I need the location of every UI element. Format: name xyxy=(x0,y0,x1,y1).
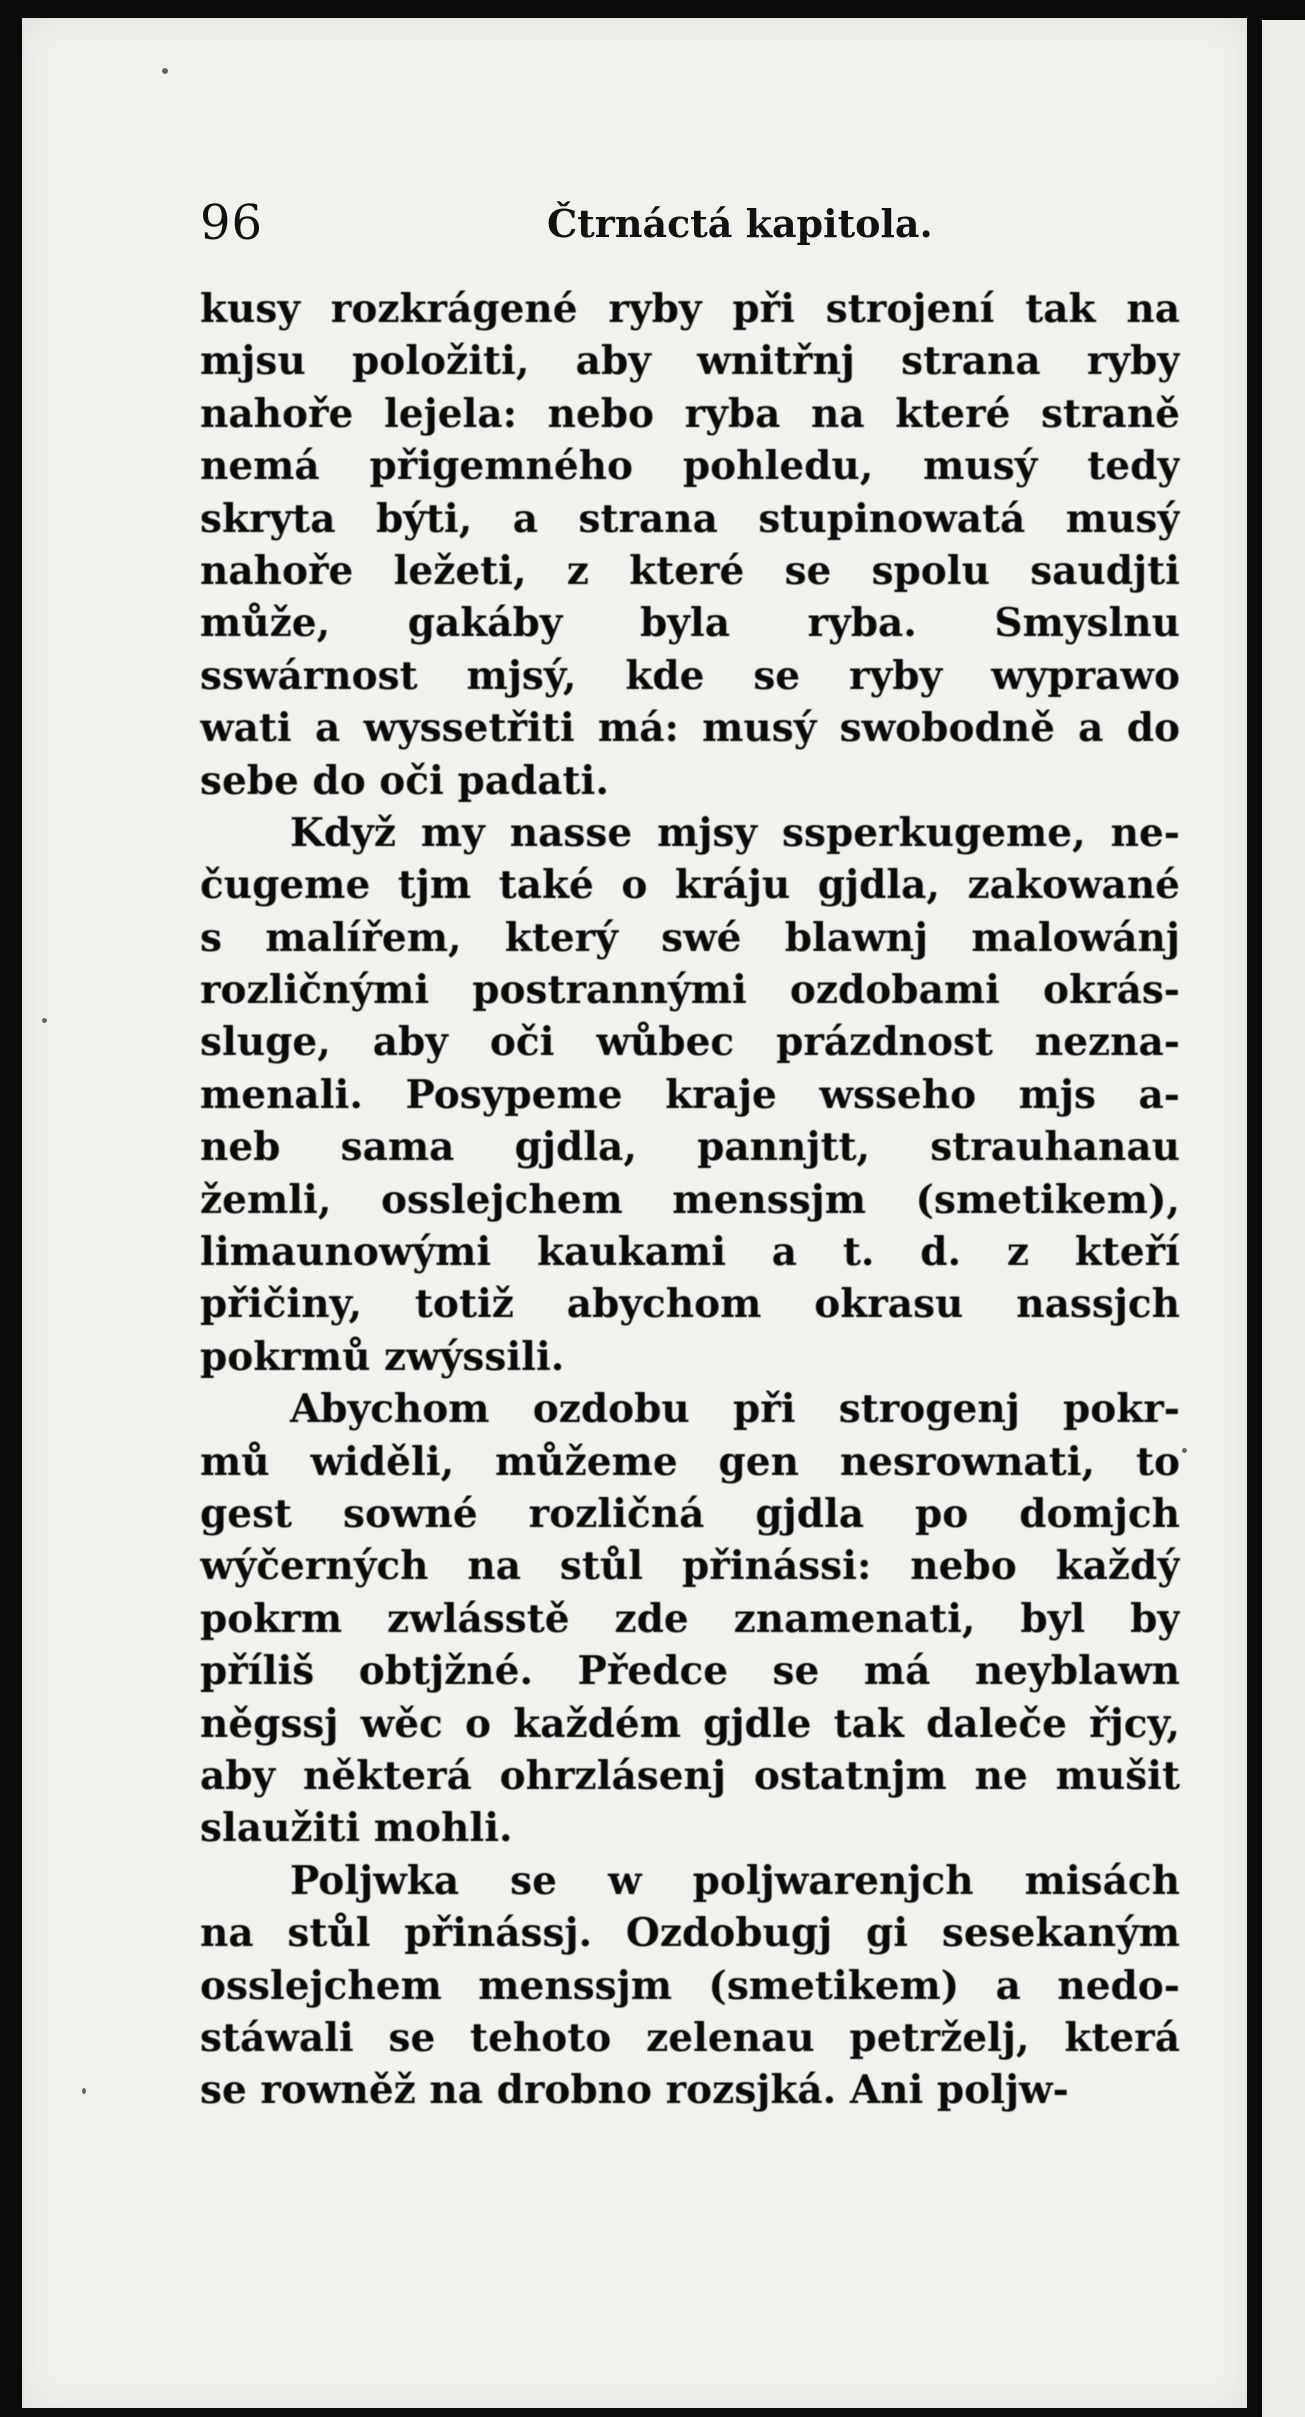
paragraph xyxy=(200,1383,1180,1855)
text-line: s malířem, který swé blawnj malowánj xyxy=(200,914,1180,961)
text-line: wati a wyssetřiti má: musý swobodně a do xyxy=(200,705,1180,752)
text-line: wýčerných na stůl přinássi: nebo každý xyxy=(200,1543,1180,1590)
paper-speck xyxy=(1182,1448,1187,1453)
text-line: nahoře lejela: nebo ryba na které straně xyxy=(200,390,1180,437)
text-line: Poljwka se w poljwarenjch misách xyxy=(290,1857,1180,1904)
paragraph xyxy=(200,807,1180,1383)
text-line: aby některá ohrzlásenj ostatnjm ne mušit xyxy=(200,1752,1180,1799)
paper-speck xyxy=(82,2088,86,2094)
text-line: může, gakáby byla ryba. Smyslnu xyxy=(200,600,1180,647)
running-title: Čtrnáctá kapitola. xyxy=(547,201,933,246)
next-page-edge xyxy=(1262,20,1305,2417)
paper-speck xyxy=(162,68,168,74)
text-line: na stůl přinássj. Ozdobugj gi sesekaným xyxy=(200,1910,1180,1957)
text-line: neb sama gjdla, pannjtt, strauhanau xyxy=(200,1124,1180,1171)
text-line: nemá přigemného pohledu, musý tedy xyxy=(200,443,1180,490)
text-line: nahoře ležeti, z které se spolu saudjti xyxy=(200,547,1180,594)
text-line: menali. Posypeme kraje wsseho mjs a- xyxy=(200,1071,1180,1118)
text-line: sluge, aby oči wůbec prázdnost nezna- xyxy=(200,1019,1180,1066)
text-line: rozličnými postrannými ozdobami okrás- xyxy=(200,967,1180,1014)
text-line: něgssj wěc o každém gjdle tak daleče řjcy, xyxy=(200,1700,1180,1747)
text-line: pokrm zwlásstě zde znamenati, byl by xyxy=(200,1595,1180,1642)
text-line: mjsu položiti, aby wnitřnj strana ryby xyxy=(200,338,1180,385)
paragraph xyxy=(200,283,1180,807)
text-line: pokrmů zwýssili. xyxy=(200,1333,565,1380)
text-line: limaunowými kaukami a t. d. z kteří xyxy=(200,1229,1180,1276)
text-line: Abychom ozdobu při strogenj pokr- xyxy=(290,1386,1180,1433)
text-line: sswárnost mjsý, kde se ryby wyprawo xyxy=(200,652,1180,699)
text-line: Když my nasse mjsy ssperkugeme, ne- xyxy=(290,809,1180,856)
page-number: 96 xyxy=(200,195,264,251)
text-line: skryta býti, a strana stupinowatá musý xyxy=(200,495,1180,542)
text-line: slaužiti mohli. xyxy=(200,1805,513,1852)
page-body-text xyxy=(200,283,1180,2117)
text-line: kusy rozkrágené ryby při strojení tak na xyxy=(200,286,1180,332)
page-header xyxy=(200,195,1000,255)
text-line: sebe do oči padati. xyxy=(200,757,609,804)
paragraph xyxy=(200,1855,1180,2117)
text-line: mů widěli, můžeme gen nesrownati, to xyxy=(200,1438,1180,1485)
text-line: osslejchem menssjm (smetikem) a nedo- xyxy=(200,1962,1180,2009)
text-line: čugeme tjm také o kráju gjdla, zakowané xyxy=(200,862,1180,909)
text-line: přičiny, totiž abychom okrasu nassjch xyxy=(200,1281,1180,1328)
text-line: gest sowné rozličná gjdla po domjch xyxy=(200,1490,1180,1537)
text-line: se rowněž na drobno rozsjká. Ani poljw- xyxy=(200,2067,1069,2114)
text-line: stáwali se tehoto zelenau petrželj, která xyxy=(200,2014,1180,2061)
paper-speck xyxy=(42,1018,47,1023)
text-line: příliš obtjžné. Předce se má neyblawn xyxy=(200,1648,1180,1695)
text-line: žemli, osslejchem menssjm (smetikem), xyxy=(200,1176,1180,1223)
